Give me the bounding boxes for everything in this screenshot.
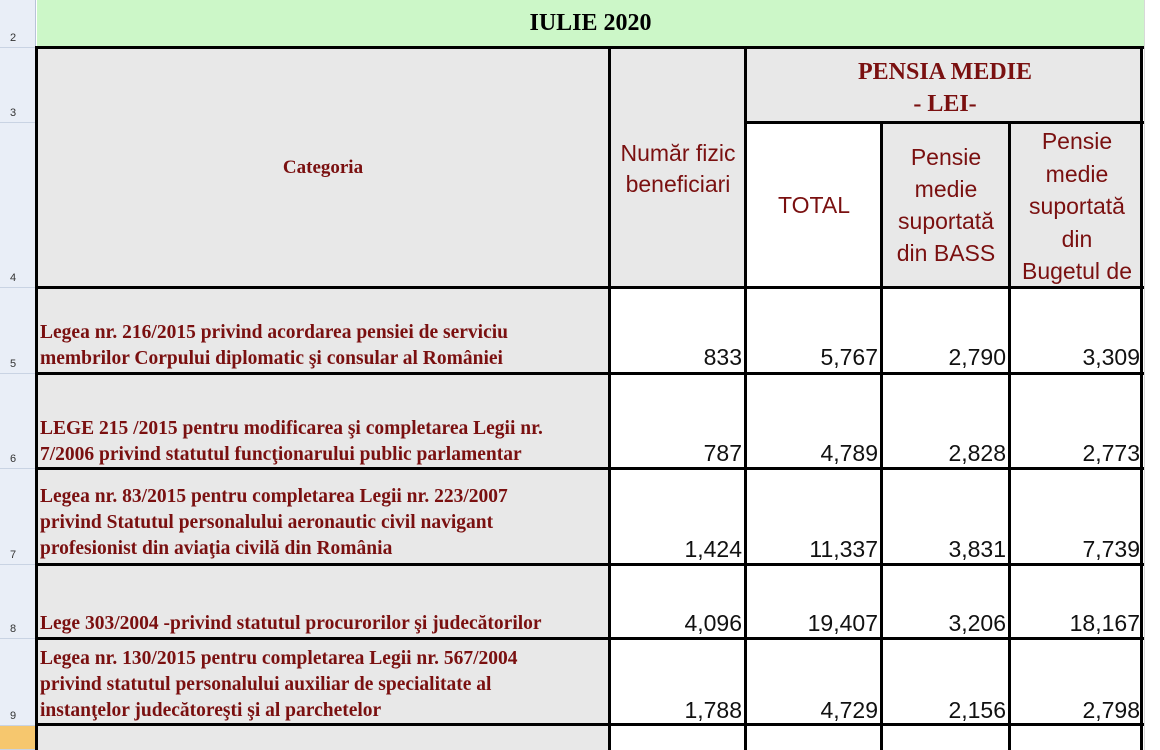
row-header-8[interactable]: 8 bbox=[0, 565, 36, 639]
sheet-margin bbox=[1144, 0, 1160, 750]
sheet-title: IULIE 2020 bbox=[529, 10, 652, 36]
row-header-2[interactable]: 2 bbox=[0, 0, 36, 48]
row-9-categoria[interactable]: Legea nr. 130/2015 pentru completarea Legii nr. 567/2004 privind statutul personalului auxiliar de specialitate al instanţelor judecătoreşti şi al parchetelor bbox=[40, 648, 518, 721]
row-6-categoria[interactable]: LEGE 215 /2015 pentru modificarea şi completarea Legii nr. 7/2006 privind statutul funcţionarului public parlamentar bbox=[40, 418, 543, 465]
row-7-bass[interactable]: 3,831 bbox=[948, 536, 1006, 562]
row-9-numar[interactable]: 1,788 bbox=[684, 697, 742, 723]
row-6-total[interactable]: 4,789 bbox=[820, 440, 878, 466]
border-line bbox=[880, 121, 883, 750]
header-total: TOTAL bbox=[778, 192, 850, 218]
header-pensie-buget: Pensie medie suportată din Bugetul de bbox=[1022, 128, 1132, 284]
row-7-numar[interactable]: 1,424 bbox=[684, 536, 742, 562]
header-pensia-medie: PENSIA MEDIE - LEI- bbox=[857, 59, 1033, 117]
row-8-numar[interactable]: 4,096 bbox=[684, 610, 742, 636]
row-5-buget[interactable]: 3,309 bbox=[1082, 344, 1140, 370]
border-line bbox=[35, 46, 38, 750]
border-line bbox=[36, 46, 1144, 49]
border-line bbox=[608, 46, 611, 750]
border-line bbox=[744, 46, 747, 750]
border-line bbox=[1008, 121, 1011, 750]
border-line bbox=[1140, 46, 1143, 750]
row-6-numar[interactable]: 787 bbox=[703, 440, 742, 466]
row-8-categoria[interactable]: Lege 303/2004 -privind statutul procurorilor şi judecătorilor bbox=[40, 613, 542, 634]
row-5-numar[interactable]: 833 bbox=[703, 344, 742, 370]
header-categoria: Categoria bbox=[282, 157, 364, 178]
row-header-10[interactable] bbox=[0, 726, 36, 750]
row-6-buget[interactable]: 2,773 bbox=[1082, 440, 1140, 466]
border-line bbox=[36, 286, 1144, 289]
header-pensie-bass: Pensie medie suportată din BASS bbox=[896, 144, 996, 266]
row-6-bass[interactable]: 2,828 bbox=[948, 440, 1006, 466]
row-header-7[interactable]: 7 bbox=[0, 469, 36, 565]
row-7-buget[interactable]: 7,739 bbox=[1082, 536, 1140, 562]
row-5-categoria[interactable]: Legea nr. 216/2015 privind acordarea pensiei de serviciu membrilor Corpului diplomatic şi consular al României bbox=[40, 322, 508, 369]
row-9-total[interactable]: 4,729 bbox=[820, 697, 878, 723]
row-header-9[interactable]: 9 bbox=[0, 639, 36, 726]
row-5-bass[interactable]: 2,790 bbox=[948, 344, 1006, 370]
row-header-5[interactable]: 5 bbox=[0, 288, 36, 374]
row-9-buget[interactable]: 2,798 bbox=[1082, 697, 1140, 723]
row-8-total[interactable]: 19,407 bbox=[807, 610, 878, 636]
row-7-categoria[interactable]: Legea nr. 83/2015 pentru completarea Legii nr. 223/2007 privind Statutul personalului aeronautic civil navigant profesionist din aviaţia civilă din România bbox=[40, 486, 508, 559]
row-header-6[interactable]: 6 bbox=[0, 374, 36, 469]
border-line bbox=[36, 723, 1144, 726]
row-header-3[interactable]: 3 bbox=[0, 48, 36, 123]
border-line bbox=[36, 467, 1144, 470]
row-8-bass[interactable]: 3,206 bbox=[948, 610, 1006, 636]
border-line bbox=[746, 121, 1144, 124]
row-header-4[interactable]: 4 bbox=[0, 123, 36, 288]
row-5-total[interactable]: 5,767 bbox=[820, 344, 878, 370]
row-9-bass[interactable]: 2,156 bbox=[948, 697, 1006, 723]
border-line bbox=[36, 372, 1144, 375]
row-8-buget[interactable]: 18,167 bbox=[1069, 610, 1140, 636]
row-7-total[interactable]: 11,337 bbox=[809, 536, 878, 562]
border-line bbox=[36, 637, 1144, 640]
header-numar-fizic: Număr fizic beneficiari bbox=[620, 140, 736, 197]
border-line bbox=[36, 563, 1144, 566]
